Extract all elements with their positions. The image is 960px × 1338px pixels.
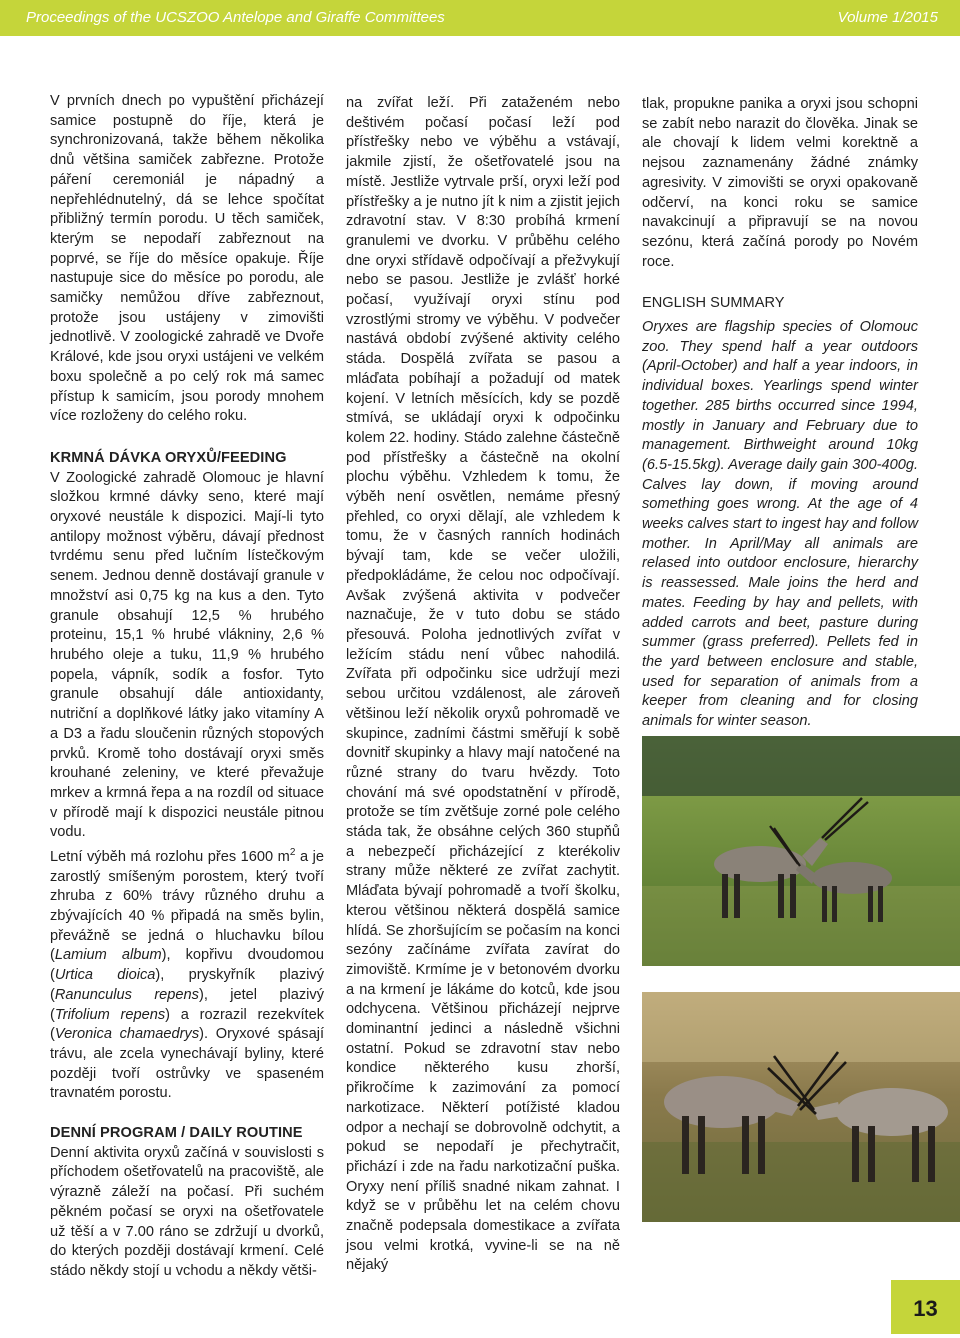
column-1 (50, 92, 324, 1282)
paragraph-breeding: V prvních dnech po vypuštění přicházejí samice postupně do říje, která je synchronizovaná, takže během několika dnů většina samiček zabřezne. Protože páření ceremoniál je nápadný a nepřehlédnutelný, dá se lehce spočítat přibližný termín porodu. U těch samiček, kterým se nepodaří zabřeznout na poprvé, se říje do měsíce opakuje. Říje nastupuje sice do měsíce po porodu, ale samičky nemůžou dříve zabřeznout, protože jsou ustájeny v zimovišti jednotlivě. V zoologické zahradě ve Dvoře Králové, kde jsou oryxi ustájeni ve velkém boxu společně a po celý rok má samec přístup k samicím, jsou porody mnohem více rozloženy do celého roku. (50, 93, 324, 425)
photo-oryx-sparring (642, 992, 960, 1222)
latin-ranunculus: Ranunculus repens (54, 986, 199, 1003)
volume-label: Volume 1/2015 (837, 9, 938, 26)
column-2 (346, 94, 620, 1276)
latin-urtica: Urtica dioica (54, 967, 156, 984)
running-header (0, 0, 960, 36)
heading-routine: DENNÍ PROGRAM / DAILY ROUTINE (50, 1125, 303, 1142)
journal-title: Proceedings of the UCSZOO Antelope and Giraffe Committees (26, 9, 445, 26)
latin-veronica: Veronica chamaedrys (54, 1026, 200, 1043)
paragraph-enclosure: Letní výběh má rozlohu přes 1600 $m^2$ a je zarostlý smíšeným porostem, který tvoří zhruba z 60% trávy různého druhu a zbývajících 40 % připadá na směs bylin, převážně se jedná o hluchavku bílou (Lamium album), kopřivu dvoudomou (Urtica dioica), pryskyřník plazivý (Ranunculus repens), jetel plazivý (Trifolium repens) a rozrazil rezekvítek (Veronica chamaedrys). Oryxové spásají trávu, ale zcela vynechávají byliny, které později tvoří ostrůvky ve spaseném travnatém porostu. (50, 847, 325, 1102)
latin-trifolium: Trifolium repens (54, 1006, 166, 1023)
column-3 (642, 95, 918, 732)
paragraph-routine: Denní aktivita oryxů začíná v souvislosti s příchodem ošetřovatelů na pracoviště, ale výrazně záleží na počasí. Při suchém pěkném počasí se oryxi na ošetřovatele už těší a v 7.00 ráno se zdržují u dvorků, do kterých později dostávají krmení. Celé stádo někdy stojí u vchodu a někdy větši- (50, 1144, 324, 1279)
oryx-photo-illustration (642, 736, 960, 1222)
oryx-photos (642, 736, 960, 1222)
paragraph-daily-activity: na zvířat leží. Při zataženém nebo deštivém počasí počasí leží pod přístřešky nebo ve výběhu a vstávají, jakmile zjistí, že ošetřovatelé jsou na místě. Jestliže vytrvale prší, oryxi leží pod přístřešky a je nutno jít k nim a zjistit jejich zdravotní stav. V 8:30 probíhá krmení granulemi ve dvorku. V průběhu celého dne oryxi střídavě odpočívají a přežvykují nebo se pasou. Jestliže je zvlášť horké počasí, využívají oryxi stínu pod vzrostlými stromy ve výběhu. V podvečer nastává období zvýšené aktivity celého stáda. Dospělá zvířata se pasou a mláďata pobíhají a požadují od matek kojení. V letních měsících, kdy se pozdě stmívá, se ukládají oryxi k odpočinku kolem 22. hodiny. Stádo zalehne částečně pod přístřešky a částečně na okolní plochu výběhu. Vzhledem k tomu, že výběh není osvětlen, nemáme přesný přehled, co oryxi dělají, ale vzhledem k tomu, že v časných ranních hodinách bývají tam, kde se večer uložili, předpokládáme, že celou noc odpočívají. Avšak zvýšená aktivita v podvečer naznačuje, že v tuto dobu se stádo přesouvá. Poloha jednotlivých zvířat v ležícím stádu není vůbec nahodilá. Zvířata při odpočinku sice udržují mezi sebou určitou vzdálenost, ale zároveň většinou leží několik oryxů pohromadě ve skupince, zadními částmi směřují k sobě dovnitř skupinky a hlavy mají natočené na různé strany do tvaru hvězdy. Toto chování má své opodstatnění v přírodě, protože se tím zvětšuje zorné pole celého stáda tak, že obsáhne celých 360 stupňů a nebezpečí přicházející z kterékoliv strany může některé ze zvířat zachytit. Mláďata bývají pohromadě a tvoří školku, kterou většinou některá dospělá samice hlídá. Se zhoršujícím se počasím na konci sezóny začínáme zvířata zavírat do zimoviště. Krmíme je v betonovém dvorku a na krmení je lákáme do kotců, kde jsou odchycena. Většinou přicházejí nejprve dominantní jedinci a následně všichni ostatní. Pokud se zdravotní stav nebo kondice některého kusu zhorší, přikročíme k zazimování za pomocí narkotizace. Některí potížisté kladou odpor a nechají se dobrovolně odchytit, a pokud se nepodaří je přechytračit, přichází i zde na řadu narkotizační puška. Oryxy není příliš snadné nikam zahnat. I když se v průběhu let na celém chovu značně podepsala domestikace a zvířata jsou velmi krotká, vyvine-li se na ně nějaký (346, 95, 620, 1274)
page-number: 13 (891, 1280, 960, 1334)
heading-feeding: KRMNÁ DÁVKA ORYXŮ/FEEDING (50, 449, 287, 466)
heading-english-summary: ENGLISH SUMMARY (642, 295, 785, 312)
superscript-2: 2 (289, 847, 296, 859)
paragraph-winter: tlak, propukne panika a oryxi jsou schopni se zabít nebo narazit do člověka. Jinak se ale chovají k lidem velmi korektně a nejsou zaznamenány žádné známky agresivity. V zimovišti se oryxi opakovaně odčerví, na konci roku se samice navakcinují a připravují se na novou sezónu, která začíná porody po Novém roce. (642, 96, 918, 270)
photo-oryx-pair (642, 736, 960, 966)
paragraph-english-summary: Oryxes are flagship species of Olomouc zoo. They spend half a year outdoors (April-October) and half a year indoors, in individual boxes. Yearlings spend winter together. 285 births occurred since 1994, mostly in January and February due to management. Birthweight around 10kg (6.5-15.5kg). Average daily gain 300-400g. Calves lay down, if moving around something goes wrong. At the age of 4 weeks calves start to ingest hay and follow mother. In April/May all animals are relased into outdoor enclosure, hierarchy is reassessed. Male joins the herd and mates. Feeding by hay and pellets, with added carrots and beet, pasture during summer (grass preferred). Pellets fed in the yard between enclosure and stable, used for separation of animals from a keeper from cleaning and for closing animals for winter season. (642, 319, 918, 730)
latin-lamium: Lamium album (54, 947, 162, 964)
paragraph-feeding: V Zoologické zahradě Olomouc je hlavní složkou krmné dávky seno, které mají oryxové neustále k dispozici. Mají-li tyto antilopy možnost výběru, dávají přednost tvrdému senu před lučním lístečkovým senem. Jednou denně dostávají granule v množství asi 0,75 kg na kus a den. Tyto granule obsahují 12,5 % hrubého proteinu, 15,1 % hrubé vlákniny, 2,6 % hrubého oleje a tuku, 11,9 % hrubého popela, vápník, sodík a fosfor. Tyto granule obsahují dále antioxidanty, nutriční a doplňkové látky jako vitamíny A a D3 a řadu sloučenin různých stopových prvků. Kromě toho dostávají oryxi směs krouhané zeleniny, ve které převažuje mrkev a krmná řepa a na rozdíl od situace v přírodě mají k dispozici neustále pitnou vodu. (50, 469, 324, 841)
